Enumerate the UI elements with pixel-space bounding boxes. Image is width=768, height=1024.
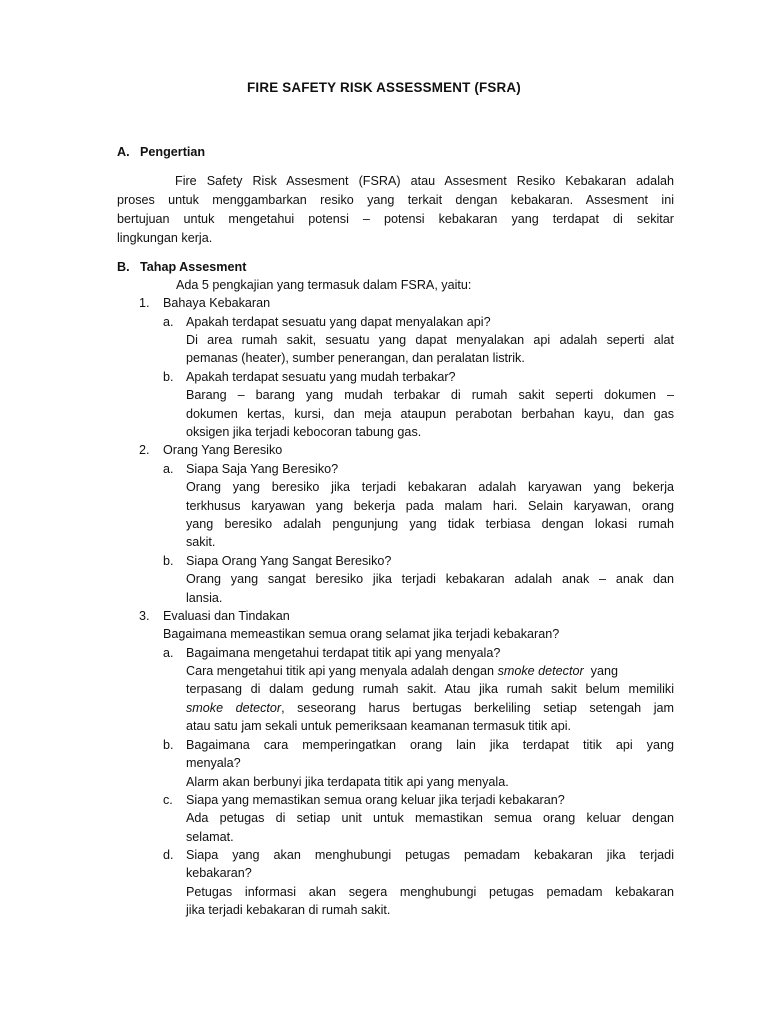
item-1b-marker: b.: [163, 370, 174, 384]
section-a-para-line: proses untuk menggambarkan resiko yang terkait dengan kebakaran. Assesment ini: [117, 193, 674, 207]
item-3b-answer: Alarm akan berbunyi jika terdapata titik api yang menyala.: [186, 775, 509, 789]
item-3a-marker: a.: [163, 646, 174, 660]
item-1-number: 1.: [139, 296, 150, 310]
section-a-para-line: lingkungan kerja.: [117, 231, 213, 245]
item-3c-marker: c.: [163, 793, 173, 807]
item-1b-answer-line: oksigen jika terjadi kebocoran tabung gas.: [186, 425, 422, 439]
item-3a-answer-text: Cara mengetahui titik api yang menyala adalah dengan: [186, 664, 498, 678]
section-b-marker: B.: [117, 260, 130, 274]
item-3-label: Evaluasi dan Tindakan: [163, 609, 290, 623]
item-1a-answer-line: pemanas (heater), sumber penerangan, dan peralatan listrik.: [186, 351, 525, 365]
section-b-intro: Ada 5 pengkajian yang termasuk dalam FSRA, yaitu:: [176, 278, 472, 292]
item-3a-answer-line: atau satu jam sekali untuk pemeriksaan keamanan termasuk titik api.: [186, 719, 572, 733]
item-3c-answer-line: selamat.: [186, 830, 234, 844]
section-a-heading: Pengertian: [140, 145, 206, 159]
item-2a-answer-line: Orang yang beresiko jika terjadi kebakaran adalah karyawan yang bekerja: [186, 480, 674, 494]
item-2-number: 2.: [139, 443, 150, 457]
item-3b-question-line: menyala?: [186, 756, 241, 770]
item-3a-question: Bagaimana mengetahui terdapat titik api yang menyala?: [186, 646, 501, 660]
item-3d-marker: d.: [163, 848, 174, 862]
item-3d-question-line: kebakaran?: [186, 866, 252, 880]
item-3-number: 3.: [139, 609, 150, 623]
item-2a-question: Siapa Saja Yang Beresiko?: [186, 462, 339, 476]
item-2a-answer-line: yang beresiko adalah pengunjung yang tidak terbiasa dengan lokasi rumah: [186, 517, 674, 531]
item-3a-answer-italic: smoke detector: [497, 664, 584, 678]
item-3-intro: Bagaimana memeastikan semua orang selamat jika terjadi kebakaran?: [163, 627, 560, 641]
item-1-label: Bahaya Kebakaran: [163, 296, 271, 310]
item-2a-answer-line: terkhusus karyawan yang bekerja pada malam hari. Selain karyawan, orang: [186, 499, 674, 513]
section-a-marker: A.: [117, 145, 130, 159]
item-1a-question: Apakah terdapat sesuatu yang dapat menyalakan api?: [186, 315, 491, 329]
item-3a-answer-line: [186, 699, 674, 717]
item-3d-answer-line: jika terjadi kebakaran di rumah sakit.: [186, 903, 391, 917]
section-a-para-line: bertujuan untuk mengetahui potensi – potensi kebakaran yang terdapat di sekitar: [117, 212, 674, 226]
item-1b-answer-line: dokumen kertas, kursi, dan meja ataupun perabotan berbahan kayu, dan gas: [186, 407, 674, 421]
item-3a-answer-text: yang: [583, 664, 618, 678]
item-2b-marker: b.: [163, 554, 174, 568]
item-1a-marker: a.: [163, 315, 174, 329]
item-3a-answer-line: [186, 662, 674, 680]
item-2a-marker: a.: [163, 462, 174, 476]
section-a-para-line: Fire Safety Risk Assesment (FSRA) atau Assesment Resiko Kebakaran adalah: [175, 174, 674, 188]
item-2a-answer-line: sakit.: [186, 535, 216, 549]
item-3d-question-line: Siapa yang akan menghubungi petugas pemadam kebakaran jika terjadi: [186, 848, 674, 862]
item-1a-answer-line: Di area rumah sakit, sesuatu yang dapat menyalakan api adalah seperti alat: [186, 333, 674, 347]
item-2b-answer-line: Orang yang sangat beresiko jika terjadi kebakaran adalah anak – anak dan: [186, 572, 674, 586]
item-2-label: Orang Yang Beresiko: [163, 443, 283, 457]
item-2b-question: Siapa Orang Yang Sangat Beresiko?: [186, 554, 392, 568]
section-b-heading: Tahap Assesment: [140, 260, 247, 274]
item-3b-marker: b.: [163, 738, 174, 752]
item-3a-answer-italic: smoke detector: [186, 701, 282, 715]
item-3a-answer-line: terpasang di dalam gedung rumah sakit. Atau jika rumah sakit belum memiliki: [186, 682, 674, 696]
item-2b-answer-line: lansia.: [186, 591, 223, 605]
item-1b-question: Apakah terdapat sesuatu yang mudah terbakar?: [186, 370, 456, 384]
item-3a-answer-text: , seseorang harus bertugas berkeliling setiap setengah jam: [281, 701, 674, 715]
item-3d-answer-line: Petugas informasi akan segera menghubungi petugas pemadam kebakaran: [186, 885, 674, 899]
item-3b-question-line: Bagaimana cara memperingatkan orang lain jika terdapat titik api yang: [186, 738, 674, 752]
item-3c-answer-line: Ada petugas di setiap unit untuk memastikan semua orang keluar dengan: [186, 811, 674, 825]
item-3c-question: Siapa yang memastikan semua orang keluar jika terjadi kebakaran?: [186, 793, 565, 807]
document-title: FIRE SAFETY RISK ASSESSMENT (FSRA): [247, 80, 521, 95]
item-1b-answer-line: Barang – barang yang mudah terbakar di rumah sakit seperti dokumen –: [186, 388, 674, 402]
